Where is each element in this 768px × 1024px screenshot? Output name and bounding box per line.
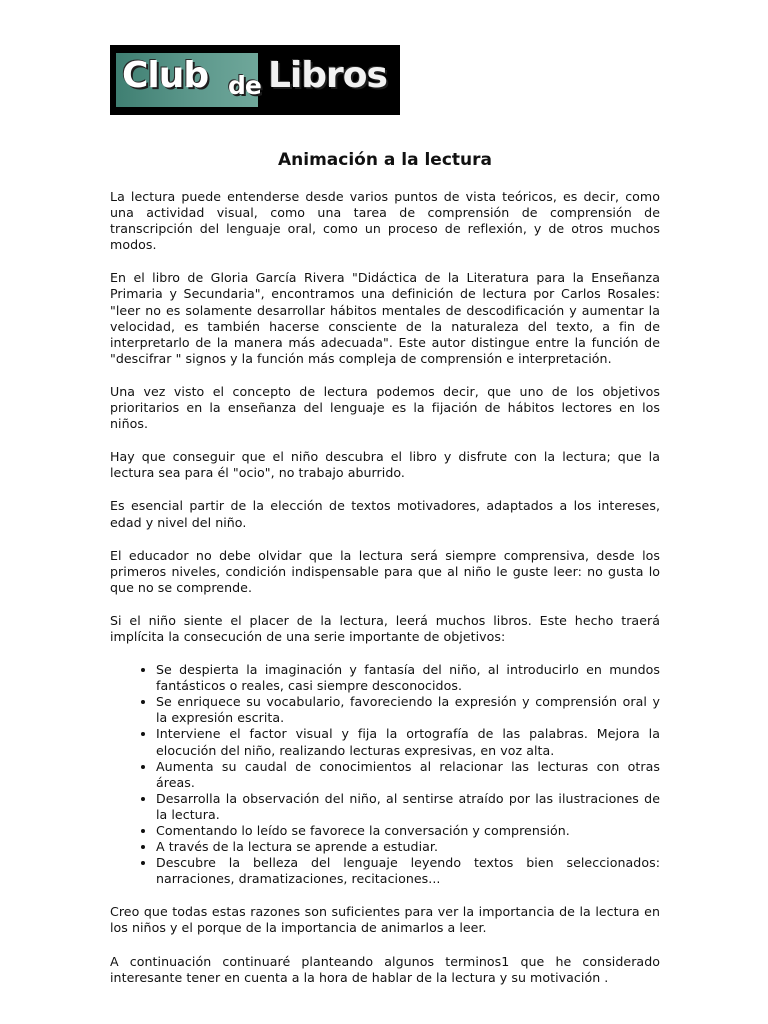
paragraph: En el libro de Gloria García Rivera "Didáctica de la Literatura para la Enseñanza Primaria y Secundaria", encontramos una definición de lectura por Carlos Rosales: "leer no es solamente desarrollar hábitos mentales de descodificación y aumentar la velocidad, es también hacerse consciente de la naturaleza del texto, a fin de interpretarlo de la manera más adecuada". Este autor distingue entre la función de "descifrar " signos y la función más compleja de comprensión e interpretación. bbox=[110, 270, 660, 366]
paragraph: Hay que conseguir que el niño descubra el libro y disfrute con la lectura; que la lectura sea para él "ocio", no trabajo aburrido. bbox=[110, 449, 660, 481]
list-item: • Aumenta su caudal de conocimientos al relacionar las lecturas con otras áreas. bbox=[156, 759, 660, 791]
list-item: • Comentando lo leído se favorece la conversación y comprensión. bbox=[156, 823, 660, 839]
paragraph: El educador no debe olvidar que la lectura será siempre comprensiva, desde los primeros niveles, condición indispensable para que al niño le guste leer: no gusta lo que no se comprende. bbox=[110, 547, 660, 595]
paragraph: Una vez visto el concepto de lectura podemos decir, que uno de los objetivos prioritarios en la enseñanza del lenguaje es la fijación de hábitos lectores en los niños. bbox=[110, 383, 660, 432]
paragraph: Creo que todas estas razones son suficientes para ver la importancia de la lectura en los niños y el porque de la importancia de animarlos a leer. bbox=[110, 904, 660, 936]
paragraph: A continuación continuaré planteando algunos terminos1 que he considerado interesante tener en cuenta a la hora de hablar de la lectura y su motivación . bbox=[110, 953, 660, 985]
objectives-list bbox=[110, 662, 660, 887]
logo-word-club: Club bbox=[122, 55, 209, 96]
list-item: • Interviene el factor visual y fija la ortografía de las palabras. Mejora la elocución del niño, realizando lecturas expresivas, en voz alta. bbox=[156, 726, 660, 758]
club-de-libros-logo bbox=[110, 45, 400, 115]
list-item: • Se enriquece su vocabulario, favoreciendo la expresión y comprensión oral y la expresión escrita. bbox=[156, 694, 660, 726]
paragraph: Si el niño siente el placer de la lectura, leerá muchos libros. Este hecho traerá implícita la consecución de una serie importante de objetivos: bbox=[110, 612, 660, 644]
list-item: • A través de la lectura se aprende a estudiar. bbox=[156, 839, 660, 855]
logo-word-de: de bbox=[228, 71, 261, 100]
document-body bbox=[110, 189, 660, 1003]
document-title: Animación a la lectura bbox=[277, 150, 492, 170]
list-item: • Se despierta la imaginación y fantasía del niño, al introducirlo en mundos fantásticos o reales, casi siempre desconocidos. bbox=[156, 662, 660, 694]
logo-word-libros: Libros bbox=[268, 55, 387, 96]
paragraph: La lectura puede entenderse desde varios puntos de vista teóricos, es decir, como una actividad visual, como una tarea de comprensión de comprensión de transcripción del lenguaje oral, como un proceso de reflexión, y de otros muchos modos. bbox=[110, 189, 660, 253]
paragraph: Es esencial partir de la elección de textos motivadores, adaptados a los intereses, edad y nivel del niño. bbox=[110, 498, 660, 530]
list-item: • Descubre la belleza del lenguaje leyendo textos bien seleccionados: narraciones, dramatizaciones, recitaciones... bbox=[156, 855, 660, 887]
list-item: • Desarrolla la observación del niño, al sentirse atraído por las ilustraciones de la lectura. bbox=[156, 791, 660, 823]
